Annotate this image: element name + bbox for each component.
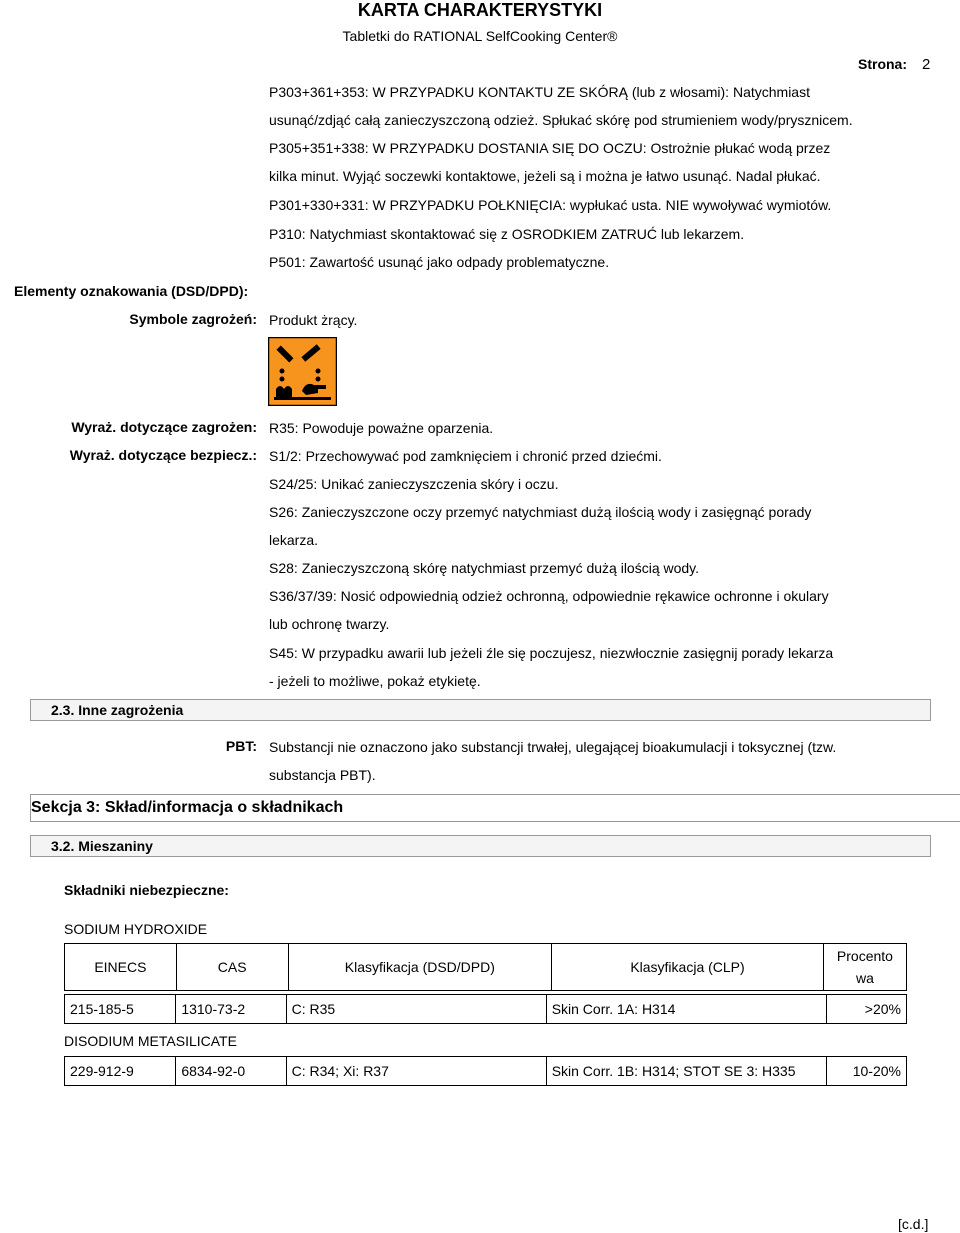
labelling-elements-label: Elementy oznakowania (DSD/DPD): [14, 283, 249, 299]
page-number: 2 [922, 56, 931, 73]
substance-name: SODIUM HYDROXIDE [64, 921, 208, 937]
cas-cell: 1310-73-2 [176, 995, 286, 1024]
dsd-cell: C: R34; Xi: R37 [286, 1057, 546, 1086]
pbt-label: PBT: [225, 738, 257, 754]
section-2-3-header [30, 699, 931, 721]
section-3-header [30, 794, 960, 822]
composition-row-table [64, 1056, 907, 1086]
col-clp: Klasyfikacja (CLP) [552, 944, 824, 991]
section-3-2-title: 3.2. Mieszaniny [51, 838, 153, 854]
page-label: Strona: [858, 56, 907, 72]
cas-cell: 6834-92-0 [176, 1057, 286, 1086]
clp-cell: Skin Corr. 1B: H314; STOT SE 3: H335 [546, 1057, 826, 1086]
hazard-symbols-label: Symbole zagrożeń: [129, 311, 257, 327]
continued-marker: [c.d.] [898, 1216, 929, 1232]
safety-phrase: S28: Zanieczyszczoną skórę natychmiast przemyć dużą ilością wody. [269, 560, 700, 576]
precaution-line: P303+361+353: W PRZYPADKU KONTAKTU ZE SKÓRĄ (lub z włosami): Natychmiast [269, 84, 810, 100]
section-3-2-header [30, 835, 931, 857]
precaution-line: usunąć/zdjąć całą zanieczyszczoną odzież. Spłukać skórę pod strumieniem wody/prysznicem. [269, 112, 853, 128]
document-subtitle: Tabletki do RATIONAL SelfCooking Center® [342, 28, 618, 44]
hazardous-components-label: Składniki niebezpieczne: [64, 882, 229, 898]
col-einecs: EINECS [65, 944, 177, 991]
safety-phrase: lekarza. [269, 532, 319, 548]
dsd-cell: C: R35 [286, 995, 546, 1024]
pbt-text: substancja PBT). [269, 767, 376, 783]
col-cas: CAS [176, 944, 288, 991]
precaution-line: P301+330+331: W PRZYPADKU POŁKNIĘCIA: wypłukać usta. NIE wywoływać wymiotów. [269, 197, 832, 213]
precaution-line: P310: Natychmiast skontaktować się z OSRODKIEM ZATRUĆ lub lekarzem. [269, 226, 745, 242]
safety-phrase: S45: W przypadku awarii lub jeżeli źle się poczujesz, niezwłocznie zasięgnij porady lekarza [269, 645, 834, 661]
corrosive-pictogram-icon [268, 337, 337, 406]
safety-phrases-label: Wyraż. dotyczące bezpiecz.: [69, 447, 257, 463]
precaution-line: P305+351+338: W PRZYPADKU DOSTANIA SIĘ DO OCZU: Ostrożnie płukać wodą przez [269, 140, 831, 156]
einecs-cell: 229-912-9 [65, 1057, 176, 1086]
precaution-line: kilka minut. Wyjąć soczewki kontaktowe, jeżeli są i można je łatwo usunąć. Nadal płukać. [269, 168, 821, 184]
safety-phrase: S1/2: Przechowywać pod zamknięciem i chronić przed dziećmi. [269, 448, 662, 464]
substance-name: DISODIUM METASILICATE [64, 1033, 237, 1049]
clp-cell: Skin Corr. 1A: H314 [546, 995, 826, 1024]
col-dsd: Klasyfikacja (DSD/DPD) [288, 944, 552, 991]
composition-header-table [64, 943, 907, 991]
col-percent [823, 944, 906, 991]
safety-phrase: S36/37/39: Nosić odpowiednią odzież ochronną, odpowiednie rękawice ochronne i okulary [269, 588, 829, 604]
document-title: KARTA CHARAKTERYSTYKI [357, 0, 603, 20]
table-row [65, 995, 907, 1024]
safety-phrase: S26: Zanieczyszczone oczy przemyć natychmiast dużą ilością wody i zasięgnąć porady [269, 504, 812, 520]
risk-phrases-label: Wyraż. dotyczące zagrożen: [71, 419, 257, 435]
risk-phrase: R35: Powoduje poważne oparzenia. [269, 420, 494, 436]
table-row [65, 1057, 907, 1086]
col-percent-line2: wa [855, 970, 874, 986]
percent-cell: 10-20% [827, 1057, 907, 1086]
composition-row-table [64, 994, 907, 1024]
precaution-line: P501: Zawartość usunąć jako odpady problematyczne. [269, 254, 610, 270]
hazard-symbols-value: Produkt żrący. [269, 312, 358, 328]
percent-cell: >20% [827, 995, 907, 1024]
pbt-text: Substancji nie oznaczono jako substancji trwałej, ulegającej bioakumulacji i toksycznej (tzw. [269, 739, 837, 755]
einecs-cell: 215-185-5 [65, 995, 176, 1024]
safety-phrase: - jeżeli to możliwe, pokaż etykietę. [269, 673, 481, 689]
section-3-title: Sekcja 3: Skład/informacja o składnikach [31, 799, 344, 816]
safety-phrase: S24/25: Unikać zanieczyszczenia skóry i oczu. [269, 476, 559, 492]
col-percent-line1: Procento [836, 948, 893, 964]
section-2-3-title: 2.3. Inne zagrożenia [51, 702, 184, 718]
safety-phrase: lub ochronę twarzy. [269, 616, 390, 632]
